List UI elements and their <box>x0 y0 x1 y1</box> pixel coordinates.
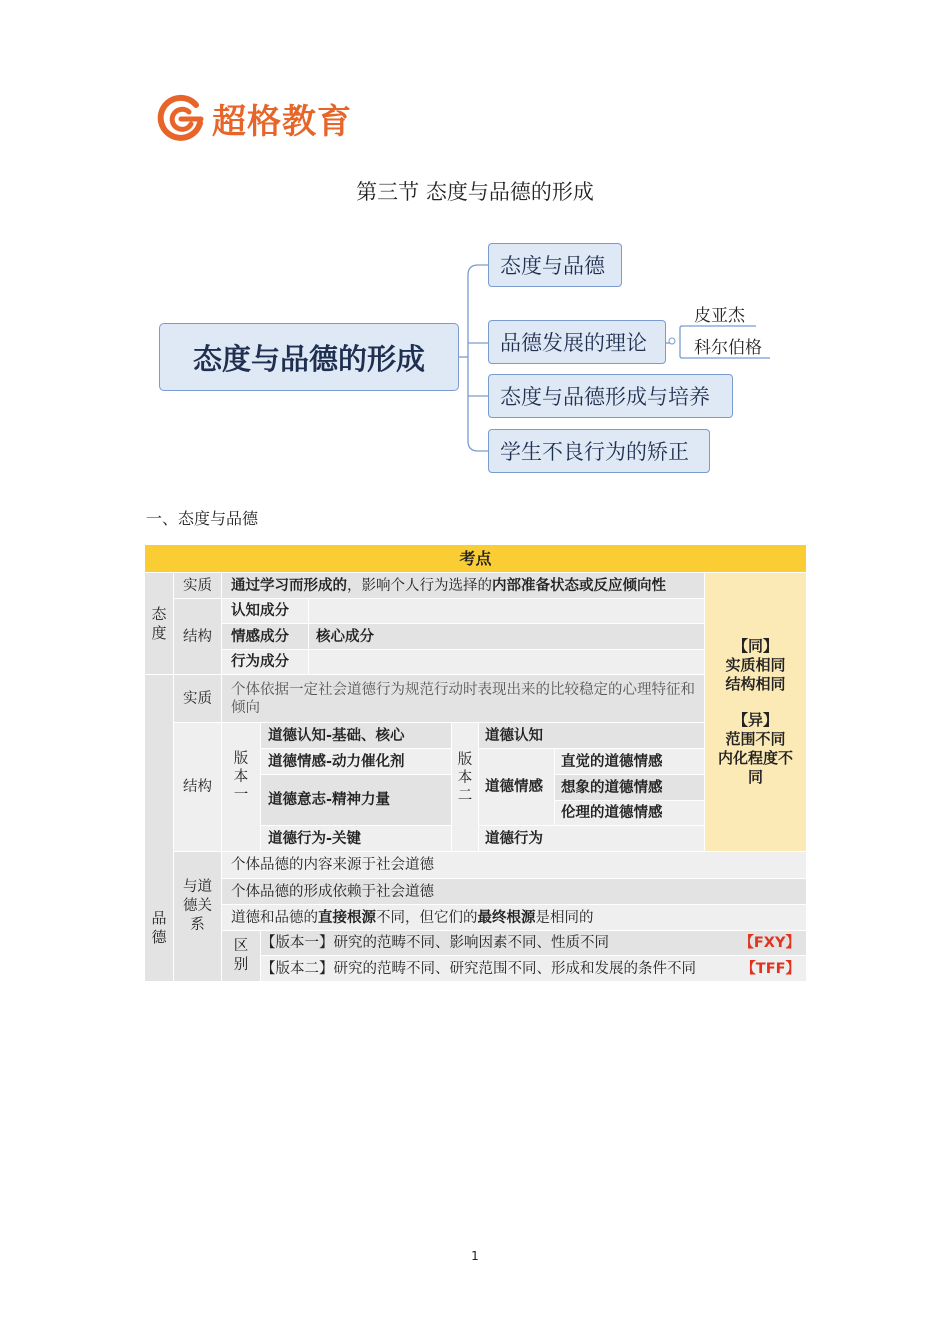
difference-tag-2: 【TFF】 <box>741 960 800 977</box>
attitude-cognitive-note <box>309 599 704 623</box>
mindmap-node-formation: 态度与品德形成与培养 <box>488 374 733 418</box>
v2-emotion-imaginative: 想象的道德情感 <box>555 775 704 800</box>
difference-row-1 <box>261 931 806 955</box>
relation-3: 道德和品德的 直接根源 不同，但它们的 最终根源 是相同的 <box>222 905 806 930</box>
mindmap-connectors <box>0 0 950 500</box>
page-number: 1 <box>471 1249 479 1263</box>
attitude-structure-label: 结构 <box>174 599 221 674</box>
knowledge-table <box>145 545 806 981</box>
mindmap-root: 态度与品德的形成 <box>159 323 459 391</box>
morality-essence-label: 实质 <box>174 675 221 722</box>
same-title: 【同】 <box>732 637 778 655</box>
mindmap-node-attitude: 态度与品德 <box>488 243 622 287</box>
same-diff-summary <box>705 573 806 851</box>
v2-emotion-ethical: 伦理的道德情感 <box>555 801 704 825</box>
attitude-label: 态度 <box>145 573 173 674</box>
same-item-2: 结构相同 <box>725 675 786 693</box>
version2-label: 版本二 <box>452 723 478 851</box>
version1-label: 版本一 <box>222 723 260 851</box>
relation-1: 个体品德的内容来源于社会道德 <box>222 852 806 878</box>
section-heading: 一、态度与品德 <box>146 509 259 528</box>
difference-tag-1: 【FXY】 <box>739 935 800 951</box>
relation-2: 个体品德的形成依赖于社会道德 <box>222 879 806 904</box>
page-title: 第三节 态度与品德的形成 <box>356 180 594 204</box>
morality-label: 品德 <box>145 675 173 981</box>
v1-item-cognition: 道德认知-基础、核心 <box>261 723 451 748</box>
difference-text-1: 【版本一】研究的范畴不同、影响因素不同、性质不同 <box>261 935 609 951</box>
attitude-behavioral: 行为成分 <box>222 650 308 674</box>
difference-text-2: 【版本二】研究的范畴不同、研究范围不同、形成和发展的条件不同 <box>261 960 696 977</box>
attitude-cognitive: 认知成分 <box>222 599 308 623</box>
diff-title: 【异】 <box>732 711 778 729</box>
v1-item-behavior: 道德行为-关键 <box>261 826 451 851</box>
table-header: 考点 <box>145 545 806 572</box>
v2-emotion-intuitive: 直觉的道德情感 <box>555 749 704 774</box>
v1-item-emotion: 道德情感-动力催化剂 <box>261 749 451 774</box>
v1-item-will: 道德意志-精神力量 <box>261 775 451 825</box>
difference-label: 区别 <box>222 931 260 981</box>
diff-item-2: 内化程度不同 <box>717 749 793 786</box>
v2-cognition: 道德认知 <box>479 723 704 748</box>
mindmap-leaf-kohlberg: 科尔伯格 <box>694 338 762 358</box>
diff-item-1: 范围不同 <box>725 730 786 748</box>
attitude-behavioral-note <box>309 650 704 674</box>
logo-text: 超格教育 <box>212 101 352 142</box>
mindmap-node-correction: 学生不良行为的矫正 <box>488 429 710 473</box>
attitude-essence-label: 实质 <box>174 573 221 598</box>
mindmap-node-theories: 品德发展的理论 <box>488 320 666 364</box>
morality-structure-label: 结构 <box>174 723 221 851</box>
same-item-1: 实质相同 <box>725 656 786 674</box>
difference-row-2 <box>261 956 806 981</box>
attitude-essence: 通过学习而形成的 ，影响个人行为选择的 内部准备状态或反应倾向性 <box>222 573 704 598</box>
mindmap-leaf-piaget: 皮亚杰 <box>694 306 745 326</box>
attitude-core: 核心成分 <box>309 624 704 649</box>
attitude-emotional: 情感成分 <box>222 624 308 649</box>
relation-label: 与道德关系 <box>174 852 221 981</box>
v2-behavior: 道德行为 <box>479 826 704 851</box>
v2-emotion: 道德情感 <box>479 749 554 825</box>
morality-essence: 个体依据一定社会道德行为规范行动时表现出来的比较稳定的心理特征和倾向 <box>222 675 704 722</box>
